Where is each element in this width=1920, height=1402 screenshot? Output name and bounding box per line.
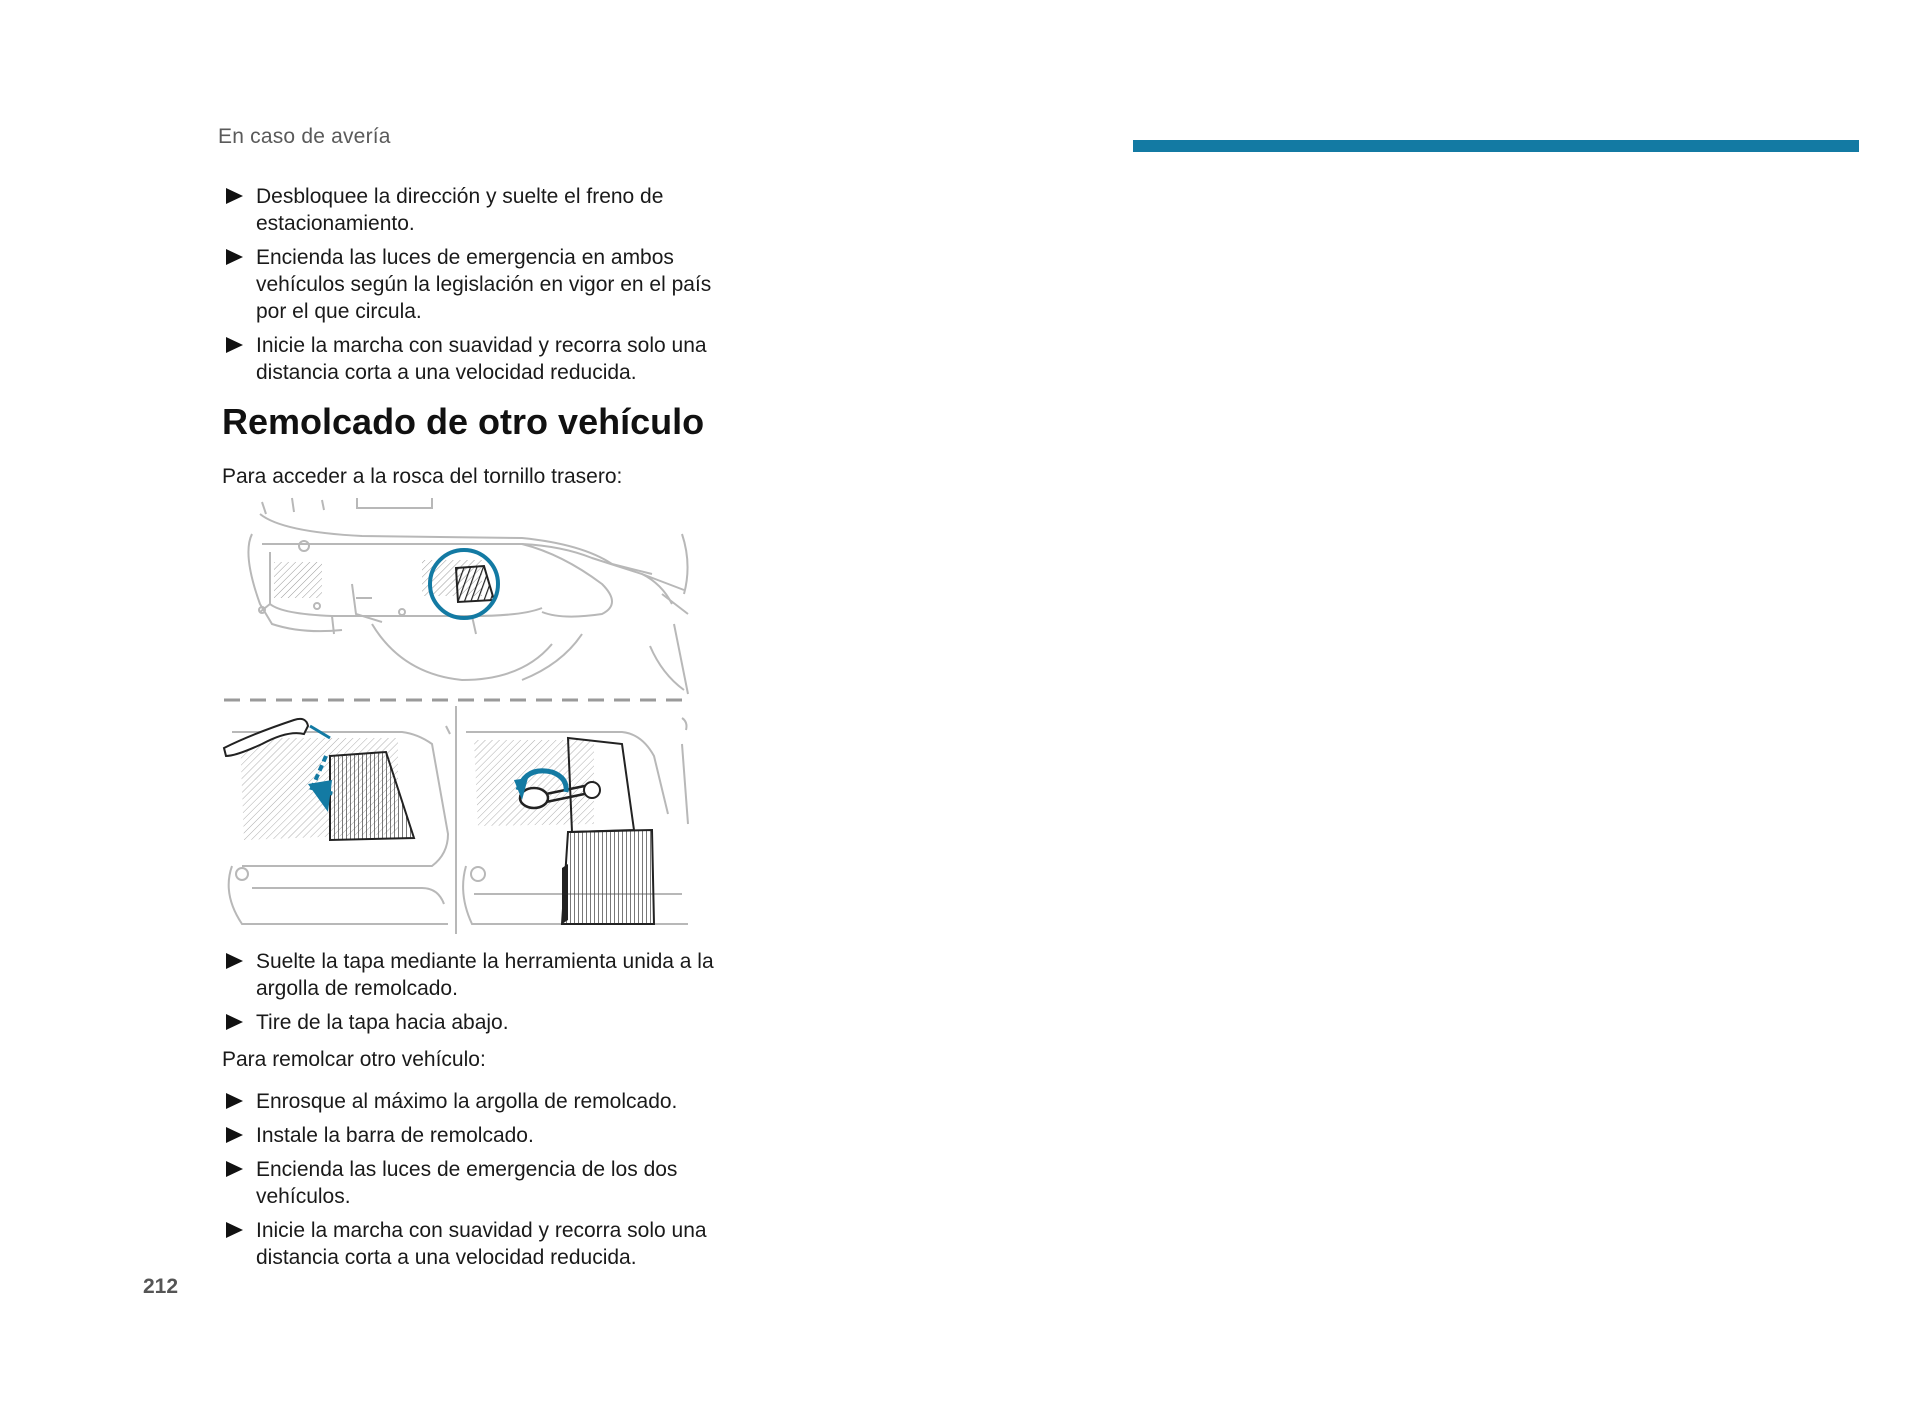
tow-intro: Para remolcar otro vehículo:	[222, 1048, 486, 1071]
towing-illustration	[222, 494, 690, 936]
section-label: En caso de avería	[218, 125, 391, 148]
list-item	[222, 244, 722, 325]
intro-steps-list	[222, 183, 722, 386]
access-steps-list	[222, 948, 722, 1036]
section-title: Remolcado de otro vehículo	[222, 401, 705, 442]
tow-steps-list	[222, 1088, 722, 1271]
list-item	[222, 1088, 722, 1115]
bullet-arrow-icon	[226, 1014, 243, 1030]
step-text: Desbloquee la dirección y suelte el freno de estacionamiento.	[256, 185, 664, 235]
bullet-arrow-icon	[226, 1161, 243, 1177]
bullet-arrow-icon	[226, 249, 243, 265]
bullet-arrow-icon	[226, 1127, 243, 1143]
access-intro: Para acceder a la rosca del tornillo trasero:	[222, 465, 623, 488]
towing-eye-cover-icon	[330, 752, 414, 840]
list-item	[222, 1122, 722, 1149]
list-item	[222, 332, 722, 386]
header-accent-bar	[1133, 140, 1859, 152]
step-text: Tire de la tapa hacia abajo.	[256, 1011, 509, 1034]
step-text: Encienda las luces de emergencia de los dos vehículos.	[256, 1158, 678, 1208]
list-item	[222, 183, 722, 237]
step-text: Inicie la marcha con suavidad y recorra solo una distancia corta a una velocidad reducida.	[256, 334, 707, 384]
step-text: Inicie la marcha con suavidad y recorra solo una distancia corta a una velocidad reducida.	[256, 1219, 707, 1269]
bullet-arrow-icon	[226, 1093, 243, 1109]
list-item	[222, 948, 722, 1002]
step-text: Instale la barra de remolcado.	[256, 1124, 534, 1147]
step-text: Suelte la tapa mediante la herramienta unida a la argolla de remolcado.	[256, 950, 714, 1000]
list-item	[222, 1009, 722, 1036]
step-text: Encienda las luces de emergencia en ambos vehículos según la legislación en vigor en el país por el que circula.	[256, 246, 712, 323]
list-item	[222, 1156, 722, 1210]
page-number: 212	[143, 1275, 179, 1298]
bullet-arrow-icon	[226, 953, 243, 969]
bullet-arrow-icon	[226, 1222, 243, 1238]
bullet-arrow-icon	[226, 188, 243, 204]
bullet-arrow-icon	[226, 337, 243, 353]
step-text: Enrosque al máximo la argolla de remolcado.	[256, 1090, 678, 1113]
list-item	[222, 1217, 722, 1271]
towing-eye-cover-icon	[456, 566, 494, 602]
